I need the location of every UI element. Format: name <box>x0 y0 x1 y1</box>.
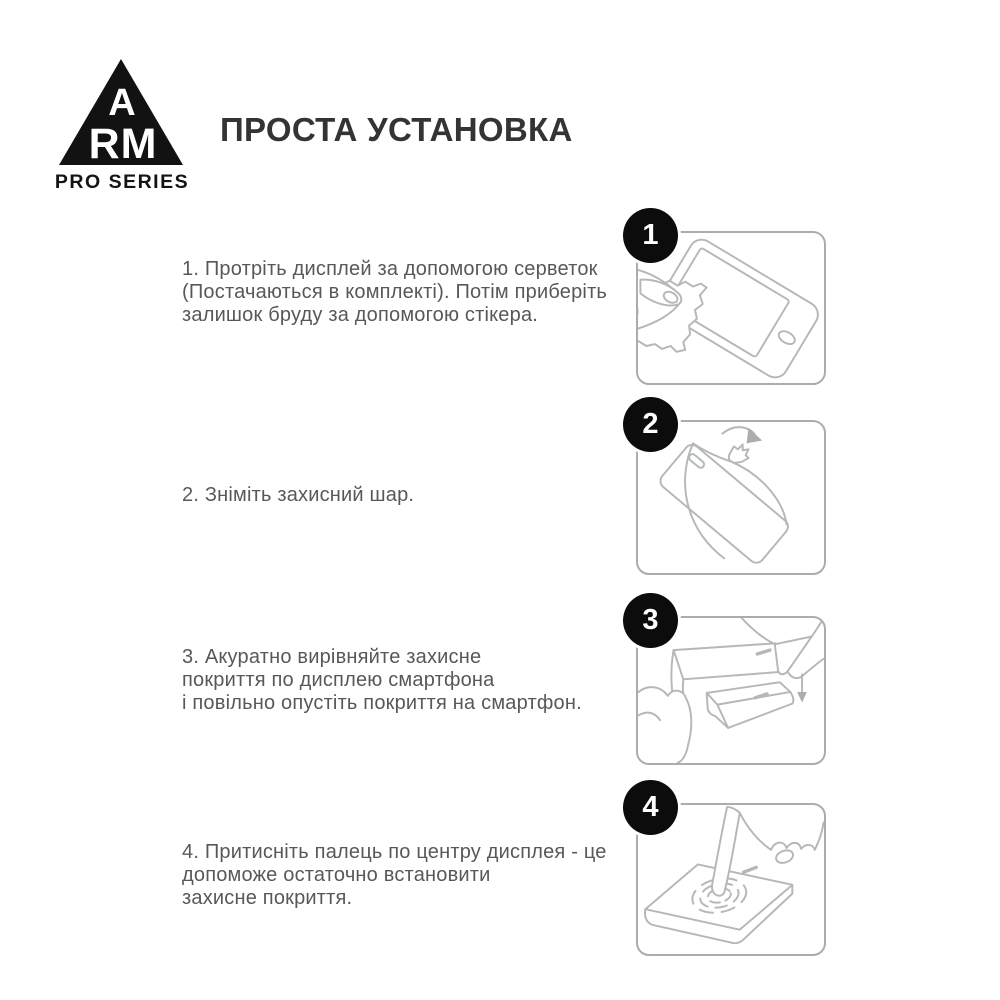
step-3-figure <box>636 604 826 765</box>
step-4-text <box>182 841 652 910</box>
step-text-line: 2. Зніміть захисний шар. <box>182 484 415 506</box>
down-arrow-icon <box>797 692 807 703</box>
step-2-text <box>182 484 652 507</box>
page-title: ПРОСТА УСТАНОВКА <box>220 111 573 148</box>
step-text-line: покриття по дисплею смартфона <box>182 669 495 691</box>
step-4-badge: 4 <box>623 780 678 835</box>
logo-letter-a: A <box>108 82 136 124</box>
step-1-text <box>182 258 652 327</box>
step-text-line: 1. Протріть дисплей за допомогою серветок <box>182 258 598 280</box>
step-text-line: залишок бруду за допомогою стікера. <box>182 304 539 326</box>
step-1-badge: 1 <box>623 208 678 263</box>
step-text-line: (Постачаються в комплекті). Потім приберіть <box>182 281 608 303</box>
step-1-figure <box>636 219 826 385</box>
step-2-badge: 2 <box>623 397 678 452</box>
step-text-line: допоможе остаточно встановити <box>182 864 491 886</box>
step-text-line: 4. Притисніть палець по центру дисплея - це <box>182 841 607 863</box>
step-3-badge: 3 <box>623 593 678 648</box>
step-2-figure <box>636 408 826 575</box>
step-3-text <box>182 646 652 715</box>
step-text-line: і повільно опустіть покриття на смартфон. <box>182 692 582 714</box>
step-text-line: захисне покриття. <box>182 887 353 909</box>
arm-pro-series-logo <box>50 55 200 195</box>
logo-letters-rm: RM <box>88 120 158 168</box>
curved-arrow-icon <box>747 428 763 444</box>
step-4-figure <box>636 791 826 956</box>
logo-series-label: PRO SERIES <box>54 171 190 193</box>
step-text-line: 3. Акуратно вирівняйте захисне <box>182 646 482 668</box>
